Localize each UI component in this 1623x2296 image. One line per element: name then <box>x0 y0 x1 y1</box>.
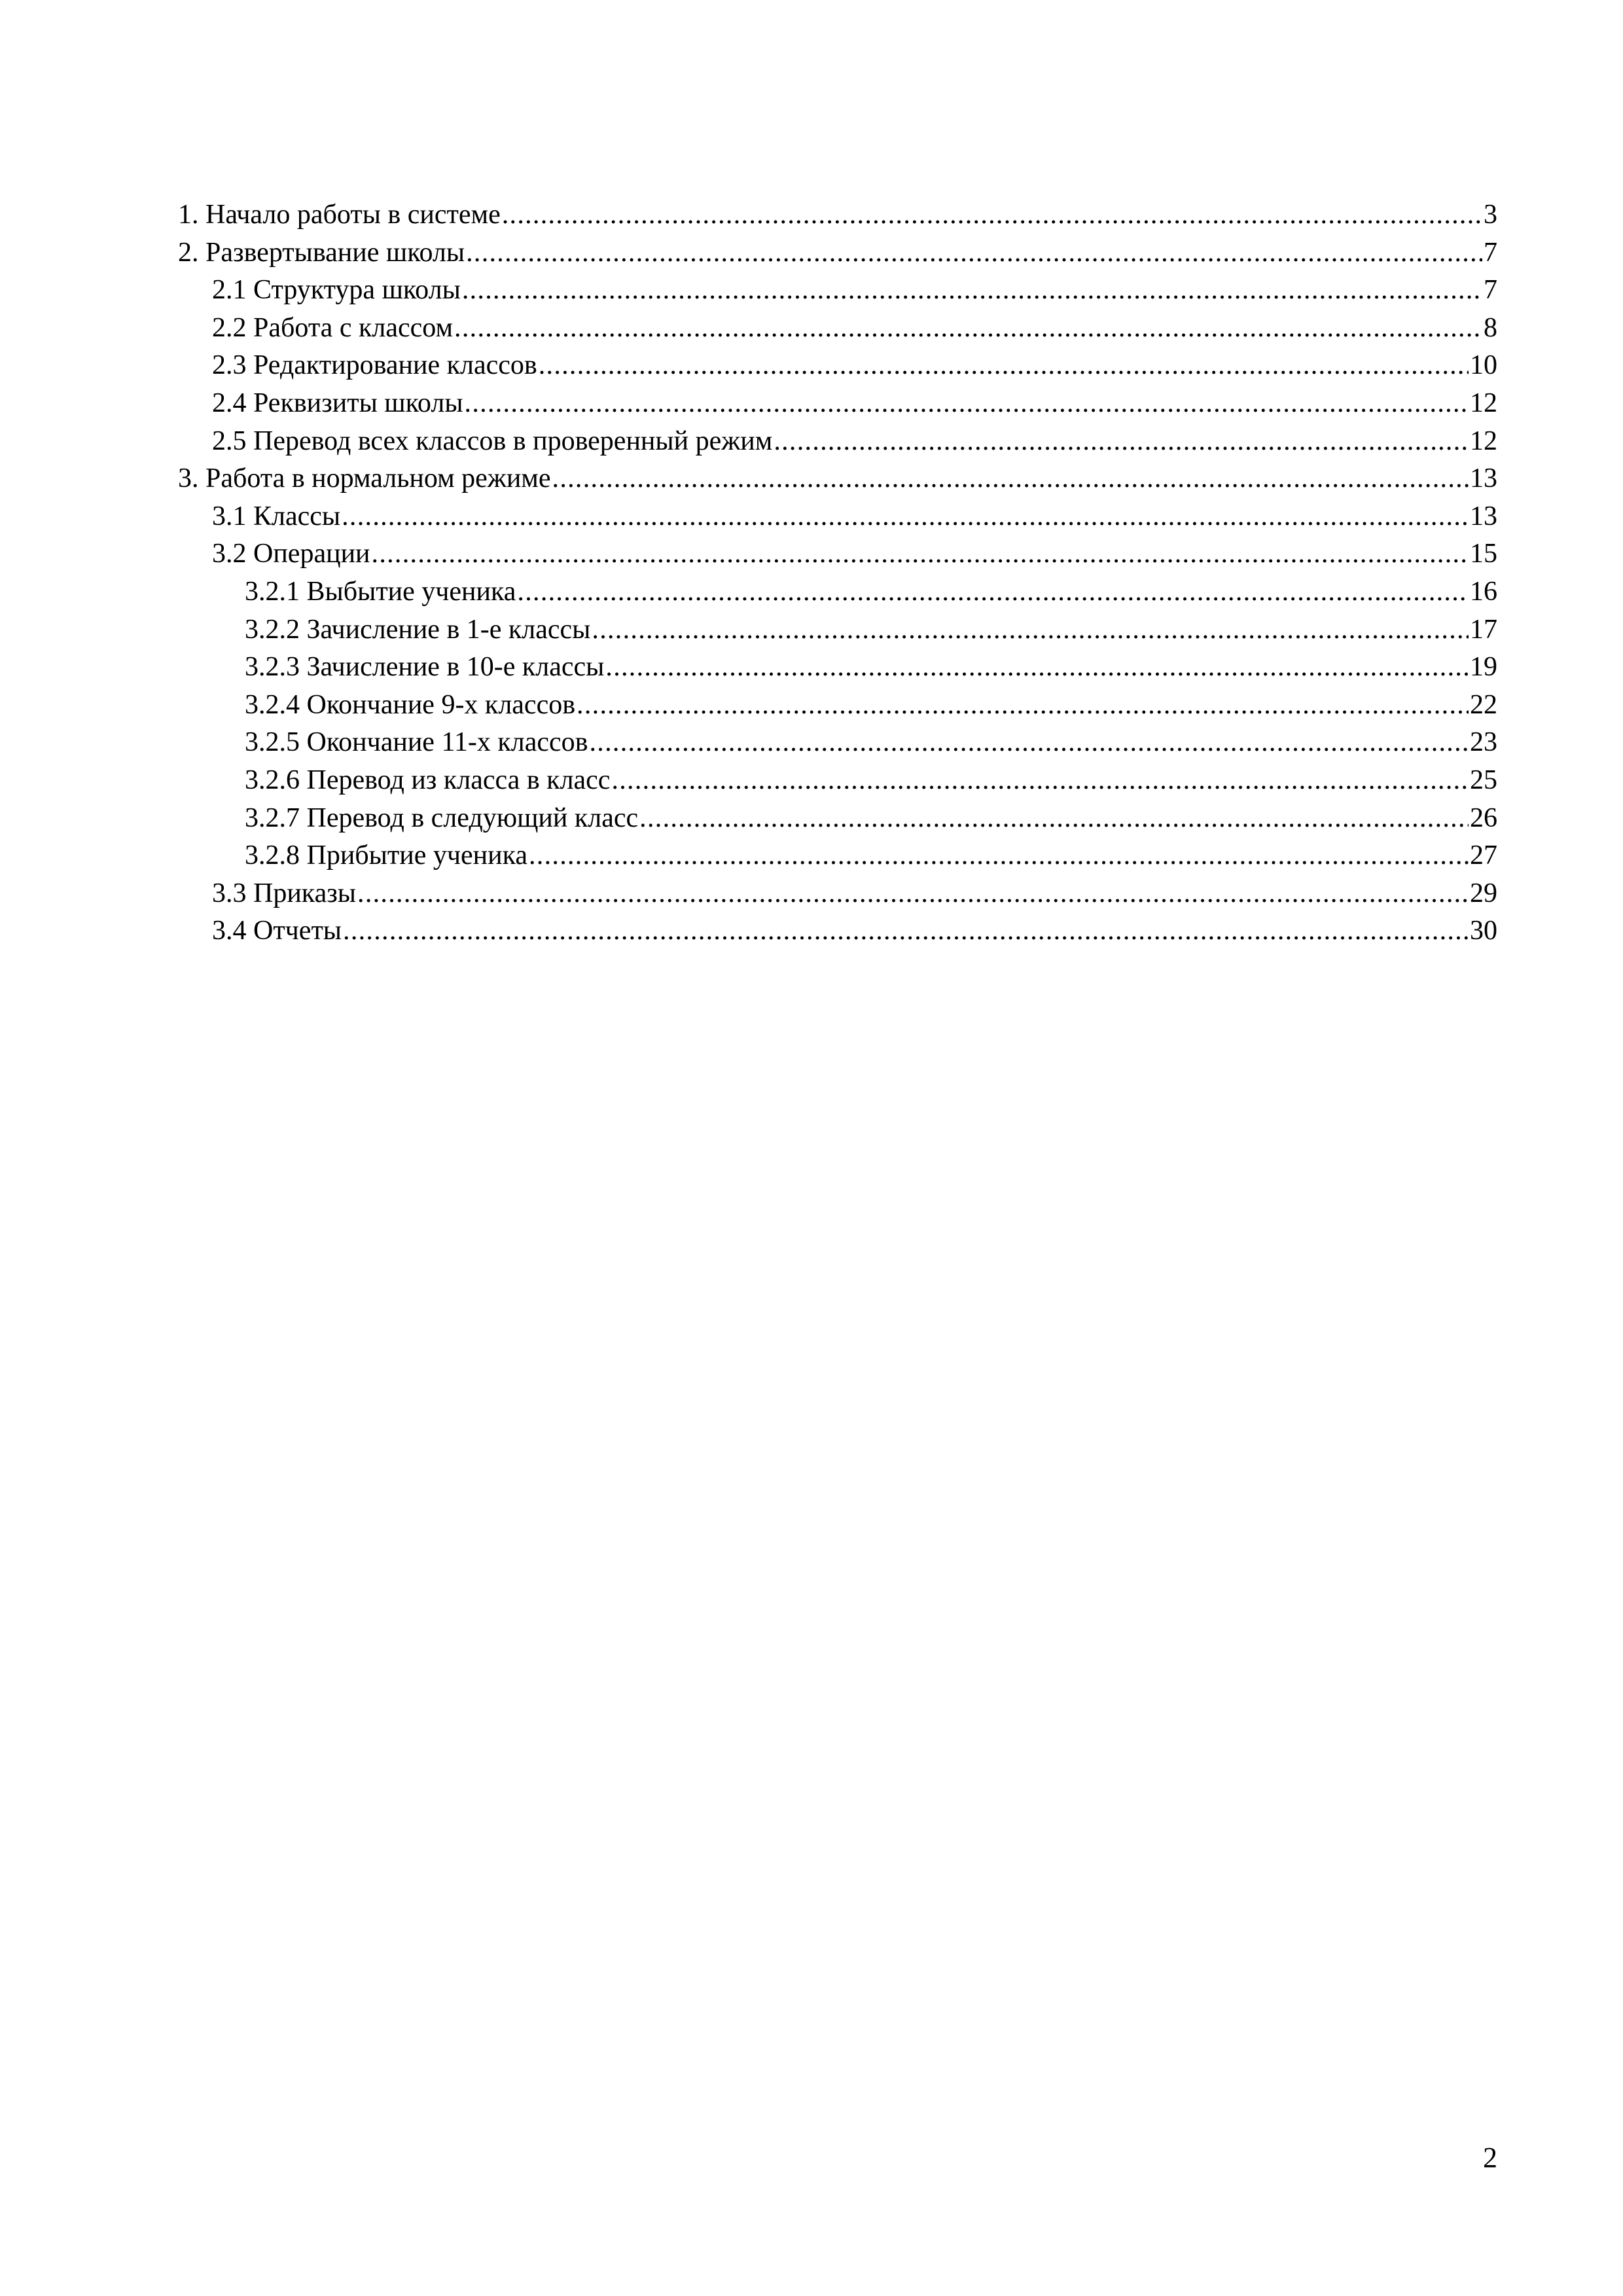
toc-dot-leader <box>465 385 1469 423</box>
toc-dot-leader <box>539 347 1469 385</box>
toc-entry[interactable] <box>178 460 1497 498</box>
page-number: 2 <box>1483 2142 1497 2174</box>
toc-dot-leader <box>529 837 1469 875</box>
toc-entry-page: 17 <box>1470 614 1497 645</box>
toc-entry-label: 2.3 Редактирование классов <box>212 350 537 381</box>
toc-entry[interactable] <box>178 875 1497 913</box>
toc-entry-page: 23 <box>1470 727 1497 758</box>
toc-dot-leader <box>639 800 1469 838</box>
toc-entry[interactable] <box>178 649 1497 687</box>
toc-entry-page: 25 <box>1470 764 1497 795</box>
toc-entry[interactable] <box>178 234 1497 272</box>
toc-entry[interactable] <box>178 724 1497 762</box>
toc-entry-page: 12 <box>1470 425 1497 456</box>
toc-entry[interactable] <box>178 310 1497 348</box>
toc-entry-label: 2.1 Структура школы <box>212 275 461 306</box>
toc-dot-leader <box>466 234 1482 272</box>
toc-dot-leader <box>590 724 1469 762</box>
toc-entry[interactable] <box>178 573 1497 611</box>
toc-entry[interactable] <box>178 272 1497 310</box>
toc-entry-label: 3.1 Классы <box>212 501 341 531</box>
toc-dot-leader <box>502 196 1482 234</box>
toc-entry-page: 27 <box>1470 840 1497 871</box>
toc-entry-page: 16 <box>1470 576 1497 607</box>
toc-entry-label: 3.2.3 Зачисление в 10-е классы <box>245 652 605 683</box>
toc-entry[interactable] <box>178 837 1497 875</box>
toc-dot-leader <box>357 875 1469 913</box>
toc-entry-page: 26 <box>1470 802 1497 833</box>
toc-dot-leader <box>342 498 1469 536</box>
toc-dot-leader <box>592 611 1469 649</box>
toc-entry-label: 3.2.4 Окончание 9-х классов <box>245 689 576 720</box>
toc-dot-leader <box>611 762 1469 800</box>
toc-entry-page: 29 <box>1470 878 1497 908</box>
toc-dot-leader <box>372 535 1469 573</box>
toc-entry-page: 8 <box>1484 312 1497 343</box>
toc-entry-label: 3.2.8 Прибытие ученика <box>245 840 527 871</box>
toc-entry-page: 30 <box>1470 916 1497 946</box>
toc-entry-page: 7 <box>1484 275 1497 306</box>
toc-entry-label: 2.4 Реквизиты школы <box>212 387 463 418</box>
toc-entry[interactable] <box>178 687 1497 725</box>
toc-entry-label: 2.5 Перевод всех классов в проверенный режим <box>212 425 773 456</box>
toc-entry-page: 22 <box>1470 689 1497 720</box>
toc-entry-page: 3 <box>1484 200 1497 230</box>
toc-entry-label: 3.2.1 Выбытие ученика <box>245 576 516 607</box>
toc-entry[interactable] <box>178 423 1497 461</box>
toc-entry[interactable] <box>178 762 1497 800</box>
toc-dot-leader <box>552 460 1469 498</box>
toc-entry-page: 12 <box>1470 387 1497 418</box>
toc-entry-page: 13 <box>1470 501 1497 531</box>
toc-entry[interactable] <box>178 611 1497 649</box>
toc-entry-label: 3.4 Отчеты <box>212 916 342 946</box>
toc-entry-label: 3.2.2 Зачисление в 1-е классы <box>245 614 591 645</box>
toc-entry-label: 3.2 Операции <box>212 539 370 569</box>
toc-dot-leader <box>343 912 1469 950</box>
toc-entry-label: 3.2.5 Окончание 11-х классов <box>245 727 588 758</box>
toc-entry[interactable] <box>178 347 1497 385</box>
toc-entry-label: 3.3 Приказы <box>212 878 357 908</box>
table-of-contents <box>178 196 1497 950</box>
toc-entry-label: 2.2 Работа с классом <box>212 312 454 343</box>
toc-entry[interactable] <box>178 385 1497 423</box>
toc-entry-page: 19 <box>1470 652 1497 683</box>
toc-entry-label: 2. Развертывание школы <box>178 237 465 268</box>
toc-entry-page: 7 <box>1484 237 1497 268</box>
toc-dot-leader <box>774 423 1469 461</box>
toc-dot-leader <box>517 573 1469 611</box>
toc-entry-label: 3.2.7 Перевод в следующий класс <box>245 802 639 833</box>
toc-dot-leader <box>605 649 1469 687</box>
toc-entry[interactable] <box>178 912 1497 950</box>
toc-entry[interactable] <box>178 196 1497 234</box>
toc-entry[interactable] <box>178 800 1497 838</box>
toc-dot-leader <box>577 687 1469 725</box>
toc-entry-label: 1. Начало работы в системе <box>178 200 501 230</box>
toc-entry-label: 3.2.6 Перевод из класса в класс <box>245 764 611 795</box>
toc-entry[interactable] <box>178 498 1497 536</box>
toc-entry[interactable] <box>178 535 1497 573</box>
toc-entry-page: 15 <box>1470 539 1497 569</box>
toc-dot-leader <box>462 272 1482 310</box>
toc-entry-page: 13 <box>1470 463 1497 494</box>
toc-entry-label: 3. Работа в нормальном режиме <box>178 463 551 494</box>
toc-dot-leader <box>454 310 1482 348</box>
toc-entry-page: 10 <box>1470 350 1497 381</box>
